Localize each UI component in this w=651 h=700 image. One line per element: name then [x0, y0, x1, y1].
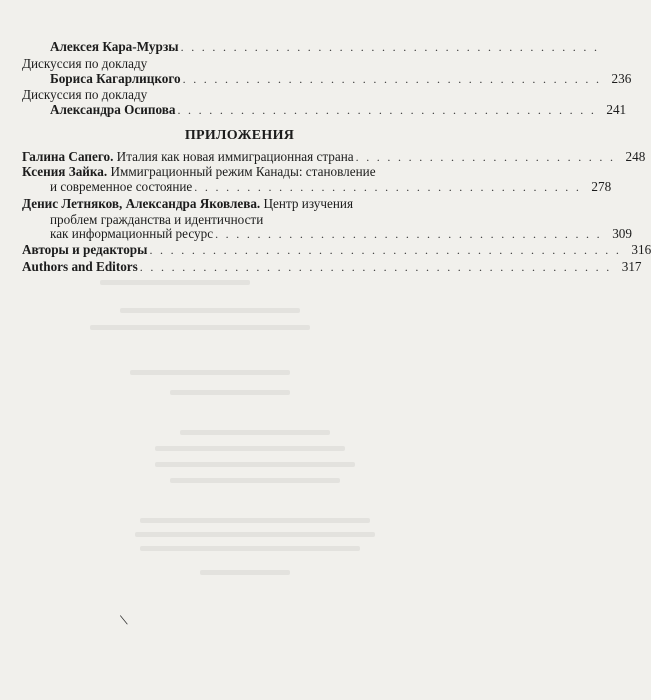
page-number: 241 — [606, 102, 627, 117]
toc-entry-kara-murza[interactable] — [50, 37, 600, 55]
entry-title: Авторы и редакторы — [22, 242, 148, 257]
page-number: 317 — [621, 259, 642, 274]
page-number: 248 — [625, 149, 646, 164]
entry-title-cont: как информационный ресурс — [50, 226, 214, 241]
pen-mark: \ — [119, 611, 130, 630]
toc-entry-authors-en[interactable] — [22, 257, 642, 275]
page-number: 236 — [611, 71, 632, 86]
toc-entry-letnyakov-line1 — [22, 196, 353, 212]
entry-title: Центр изучения — [260, 196, 354, 211]
page-number: 309 — [612, 226, 632, 241]
entry-title-cont: и современное состояние — [50, 179, 193, 194]
toc-entry-authors-ru[interactable] — [22, 240, 651, 258]
toc-entry-osipov[interactable] — [50, 100, 627, 118]
discussion-label: Дискуссия по докладу — [22, 87, 148, 102]
entry-title: Иммиграционный режим Канады: становление — [107, 164, 376, 179]
entry-title: Authors and Editors — [22, 259, 138, 274]
section-heading: ПРИЛОЖЕНИЯ — [184, 128, 295, 143]
dot-leader: . . . . . . . . . . . . . . . . . . . . . . . . . . . . . . . . . . . . . . . . — [177, 103, 597, 117]
entry-text — [22, 149, 356, 165]
entry-author: Ксения Зайка. — [22, 164, 108, 179]
dot-leader: . . . . . . . . . . . . . . . . . . . . . . . . . . . . . . . . . . . . . . . . — [182, 72, 602, 86]
discussion-label: Дискуссия по докладу — [22, 56, 148, 71]
entry-author: Александра Осипова — [50, 102, 176, 117]
toc-entry-zaika[interactable] — [50, 177, 612, 195]
toc-entry-letnyakov-line2: проблем гражданства и идентичности — [50, 212, 264, 227]
entry-title: Италия как новая иммиграционная страна — [113, 149, 354, 164]
dot-leader: . . . . . . . . . . . . . . . . . . . . . . . . . . . . . . . . . . . . . . . . . . . . . — [139, 260, 612, 274]
entry-author: Алексея Кара-Мурзы — [50, 39, 179, 54]
dot-leader: . . . . . . . . . . . . . . . . . . . . . . . . . — [355, 150, 616, 164]
dot-leader: . . . . . . . . . . . . . . . . . . . . . . . . . . . . . . . . . . . . . . . . . . . . . — [149, 243, 622, 257]
show-through-texture — [60, 270, 440, 600]
entry-author: Галина Сапего. — [22, 149, 114, 164]
page-number: 278 — [591, 179, 612, 194]
dot-leader: . . . . . . . . . . . . . . . . . . . . . . . . . . . . . . . . . . . . . — [215, 227, 602, 241]
dot-leader: . . . . . . . . . . . . . . . . . . . . . . . . . . . . . . . . . . . . . . . . — [180, 40, 600, 54]
page-number: 316 — [631, 242, 651, 257]
entry-author: Денис Летняков, Александра Яковлева. — [22, 196, 261, 211]
entry-author: Бориса Кагарлицкого — [50, 71, 181, 86]
dot-leader: . . . . . . . . . . . . . . . . . . . . . . . . . . . . . . . . . . . . . — [194, 180, 582, 194]
toc-entry-kagarlitsky[interactable] — [50, 69, 632, 87]
toc-entry-sapego[interactable] — [22, 147, 646, 165]
